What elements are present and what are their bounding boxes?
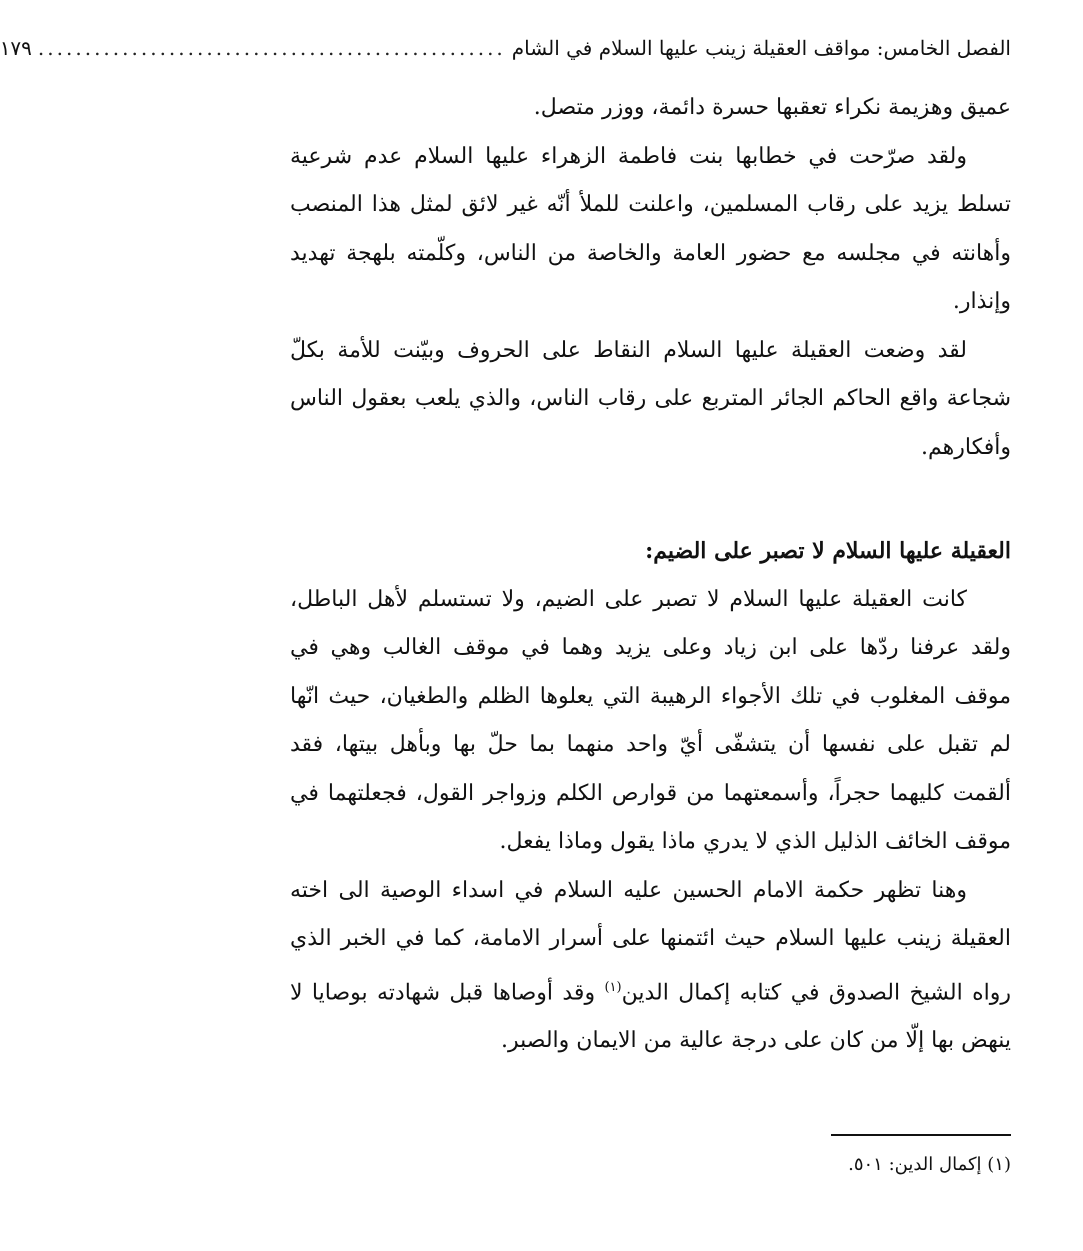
section-heading: العقيلة عليها السلام لا تصبر على الضيم: bbox=[645, 538, 1011, 564]
running-header bbox=[0, 36, 1011, 72]
paragraph-3: لقد وضعت العقيلة عليها السلام النقاط على الحروف وبيّنت للأمة بكلّ شجاعة واقع الحاكم الجائر المتربع على رقاب الناس، والذي يلعب بعقول الناس وأفكارهم. bbox=[290, 337, 1011, 460]
paragraph-5-text: وهنا تظهر حكمة الامام الحسين عليه السلام في اسداء الوصية الى اخته العقيلة زينب عليها السلام حيث ائتمنها على أسرار الامامة، كما في الخبر الذي رواه الشيخ الصدوق في كتابه إكمال الدين bbox=[290, 877, 1011, 1005]
leader-dots: .................................................. bbox=[37, 36, 506, 60]
footnote-reference: (١) bbox=[604, 979, 622, 995]
chapter-title: الفصل الخامس: مواقف العقيلة زينب عليها السلام في الشام bbox=[511, 36, 1011, 60]
paragraph-2: ولقد صرّحت في خطابها بنت فاطمة الزهراء عليها السلام عدم شرعية تسلط يزيد على رقاب المسلمين، واعلنت للملأ أنّه غير لائق لمثل هذا المنصب وأهانته في مجلسه مع حضور العامة والخاصة من الناس، وكلّمته بلهجة تهديد وإنذار. bbox=[290, 143, 1011, 314]
page-number: ١٧٩ bbox=[0, 36, 32, 60]
paragraph-1: عميق وهزيمة نكراء تعقبها حسرة دائمة، ووزر متصل. bbox=[533, 95, 1011, 120]
paragraph-4: كانت العقيلة عليها السلام لا تصبر على الضيم، ولا تستسلم لأهل الباطل، ولقد عرفنا ردّها على ابن زياد وعلى يزيد وهما في موقف الغالب وهي في موقف المغلوب في تلك الأجواء الرهيبة التي يعلوها الظلم والطغيان، حيث انّها لم تقبل على نفسها أن يتشفّى أيّ واحد منهما بما حلّ بها وبأهل بيتها، فقد ألقمت كليهما حجراً، وأسمعتهما من قوارص الكلم وزواجر القول، فجعلتهما في موقف الخائف الذليل الذي لا يدري ماذا يقول وماذا يفعل. bbox=[290, 586, 1011, 854]
page-body bbox=[290, 84, 1011, 1066]
footnote-divider bbox=[831, 1134, 1011, 1136]
paragraph-5 bbox=[290, 867, 1011, 1066]
paragraph-5-end: وقد أوصاها قبل شهادته بوصايا لا ينهض بها إلّا من كان على درجة عالية من الايمان والصبر. bbox=[290, 979, 1011, 1054]
footnote-1: (١) إكمال الدين: ٥٠١. bbox=[848, 1154, 1011, 1175]
